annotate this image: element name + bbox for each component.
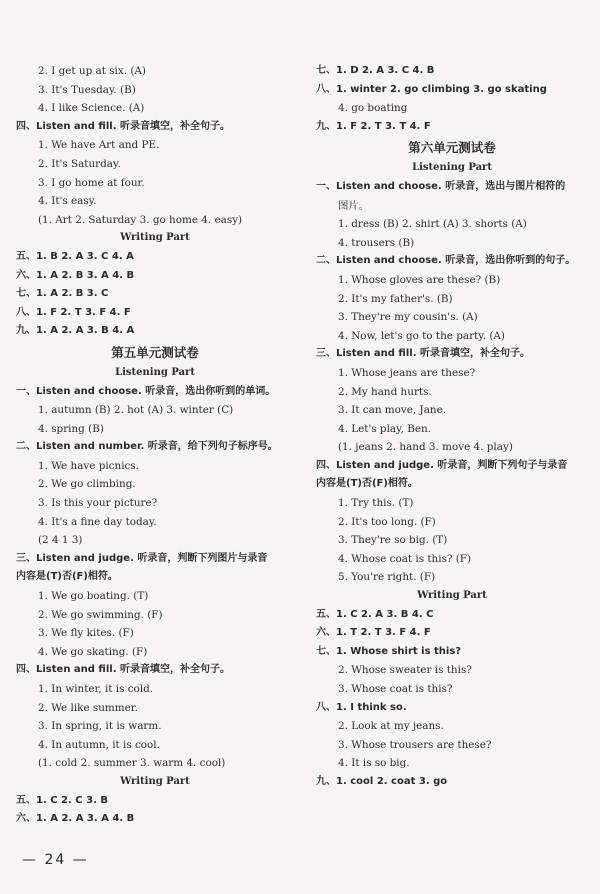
left-line: 内容是(T)否(F)相符。	[16, 571, 118, 583]
right-line: 八、1. I think so.	[316, 701, 407, 713]
left-line: (2 4 1 3)	[38, 534, 83, 547]
right-line: 2. It's too long. (F)	[338, 515, 436, 528]
left-line: 二、Listen and number. 听录音，给下列句子标序号。	[16, 441, 278, 453]
left-line: (1. Art 2. Saturday 3. go home 4. easy)	[38, 213, 243, 226]
left-line: Listening Part	[115, 366, 195, 378]
left-line: (1. cold 2. summer 3. warm 4. cool)	[38, 757, 226, 770]
right-line: 八、1. winter 2. go climbing 3. go skating	[316, 83, 547, 95]
right-column	[316, 62, 588, 792]
left-line: 1. In winter, it is cold.	[38, 683, 154, 695]
left-line: Writing Part	[120, 775, 190, 787]
right-line: 五、1. C 2. A 3. B 4. C	[316, 608, 434, 620]
right-line: 3. Whose trousers are these?	[338, 738, 492, 751]
left-line: 四、Listen and fill. 听录音填空，补全句子。	[16, 120, 230, 132]
left-column	[16, 62, 294, 829]
right-line: 3. They're so big. (T)	[338, 534, 448, 547]
right-line: 2. My hand hurts.	[338, 385, 432, 398]
right-line: 一、Listen and choose. 听录音，选出与图片相符的	[316, 180, 566, 192]
left-line: 4. We go skating. (F)	[38, 645, 148, 658]
left-line: 2. We go swimming. (F)	[38, 608, 163, 621]
right-line: 1. dress (B) 2. shirt (A) 3. shorts (A)	[338, 218, 527, 231]
left-line: 第五单元测试卷	[111, 344, 199, 360]
left-line: 4. It's easy.	[38, 195, 97, 208]
right-line: 5. You're right. (F)	[338, 571, 436, 584]
right-line: 4. Whose coat is this? (F)	[338, 552, 472, 565]
right-line: 九、1. cool 2. coat 3. go	[316, 775, 448, 787]
left-line: 三、Listen and judge. 听录音，判断下列图片与录音	[16, 552, 268, 564]
right-line: 4. go boating	[338, 102, 408, 115]
left-line: 1. We have Art and PE.	[38, 139, 160, 152]
left-line: 4. I like Science. (A)	[38, 102, 145, 115]
right-line: 二、Listen and choose. 听录音，选出你听到的句子。	[316, 255, 576, 267]
left-line: 一、Listen and choose. 听录音，选出你听到的单词。	[16, 385, 276, 397]
right-line: 七、1. Whose shirt is this?	[316, 645, 462, 657]
left-line: 1. We have picnics.	[38, 459, 139, 472]
left-line: 六、1. A 2. B 3. A 4. B	[16, 269, 135, 281]
right-line: 3. They're my cousin's. (A)	[338, 311, 478, 324]
left-line: 2. I get up at six. (A)	[38, 65, 146, 77]
left-line: 3. I go home at four.	[38, 176, 145, 189]
right-line: 2. Look at my jeans.	[338, 720, 444, 733]
right-line: 4. Let's play, Ben.	[338, 422, 431, 435]
right-line: 六、1. T 2. T 3. F 4. F	[316, 627, 431, 639]
left-line: 七、1. A 2. B 3. C	[16, 288, 109, 300]
right-line: 4. trousers (B)	[338, 236, 415, 249]
left-line: 五、1. B 2. A 3. C 4. A	[16, 250, 134, 262]
right-line: 第六单元测试卷	[408, 140, 496, 156]
right-line: 九、1. F 2. T 3. T 4. F	[316, 120, 431, 132]
left-line: 3. In spring, it is warm.	[38, 720, 162, 733]
right-line: 四、Listen and judge. 听录音，判断下列句子与录音	[316, 459, 568, 471]
left-line: 3. It's Tuesday. (B)	[38, 83, 136, 96]
left-line: Writing Part	[120, 232, 190, 244]
right-line: 4. Now, let's go to the party. (A)	[338, 329, 505, 342]
right-line: 1. Whose jeans are these?	[338, 366, 476, 379]
right-line: Writing Part	[417, 590, 487, 602]
right-line: 内容是(T)否(F)相符。	[316, 478, 418, 490]
left-line: 六、1. A 2. A 3. A 4. B	[16, 813, 135, 825]
right-line: 2. It's my father's. (B)	[338, 292, 453, 305]
right-line: 七、1. D 2. A 3. C 4. B	[316, 65, 435, 76]
left-line: 4. In autumn, it is cool.	[38, 738, 160, 751]
left-line: 4. It's a fine day today.	[38, 515, 157, 528]
right-line: 4. It is so big.	[338, 757, 410, 770]
right-line: 1. Try this. (T)	[338, 497, 414, 510]
left-line: 四、Listen and fill. 听录音填空，补全句子。	[16, 664, 230, 676]
left-line: 八、1. F 2. T 3. F 4. F	[16, 306, 131, 318]
left-line: 2. It's Saturday.	[38, 157, 121, 170]
left-line: 1. We go boating. (T)	[38, 590, 149, 603]
left-line: 2. We go climbing.	[38, 478, 136, 491]
left-line: 2. We like summer.	[38, 701, 138, 714]
page-number: — 24 —	[22, 852, 89, 868]
left-line: 九、1. A 2. A 3. B 4. A	[16, 325, 135, 337]
left-line: 1. autumn (B) 2. hot (A) 3. winter (C)	[38, 404, 234, 417]
right-line: 图片。	[338, 199, 370, 212]
right-line: (1. jeans 2. hand 3. move 4. play)	[338, 441, 513, 454]
right-line: Listening Part	[412, 162, 492, 174]
left-line: 3. We fly kites. (F)	[38, 627, 134, 640]
left-line: 4. spring (B)	[38, 422, 104, 435]
left-line: 五、1. C 2. C 3. B	[16, 794, 108, 806]
left-line: 3. Is this your picture?	[38, 497, 158, 510]
right-line: 1. Whose gloves are these? (B)	[338, 273, 501, 286]
right-line: 3. It can move, Jane.	[338, 404, 447, 417]
right-line: 三、Listen and fill. 听录音填空，补全句子。	[316, 348, 530, 360]
right-line: 2. Whose sweater is this?	[338, 664, 472, 677]
right-line: 3. Whose coat is this?	[338, 683, 453, 695]
